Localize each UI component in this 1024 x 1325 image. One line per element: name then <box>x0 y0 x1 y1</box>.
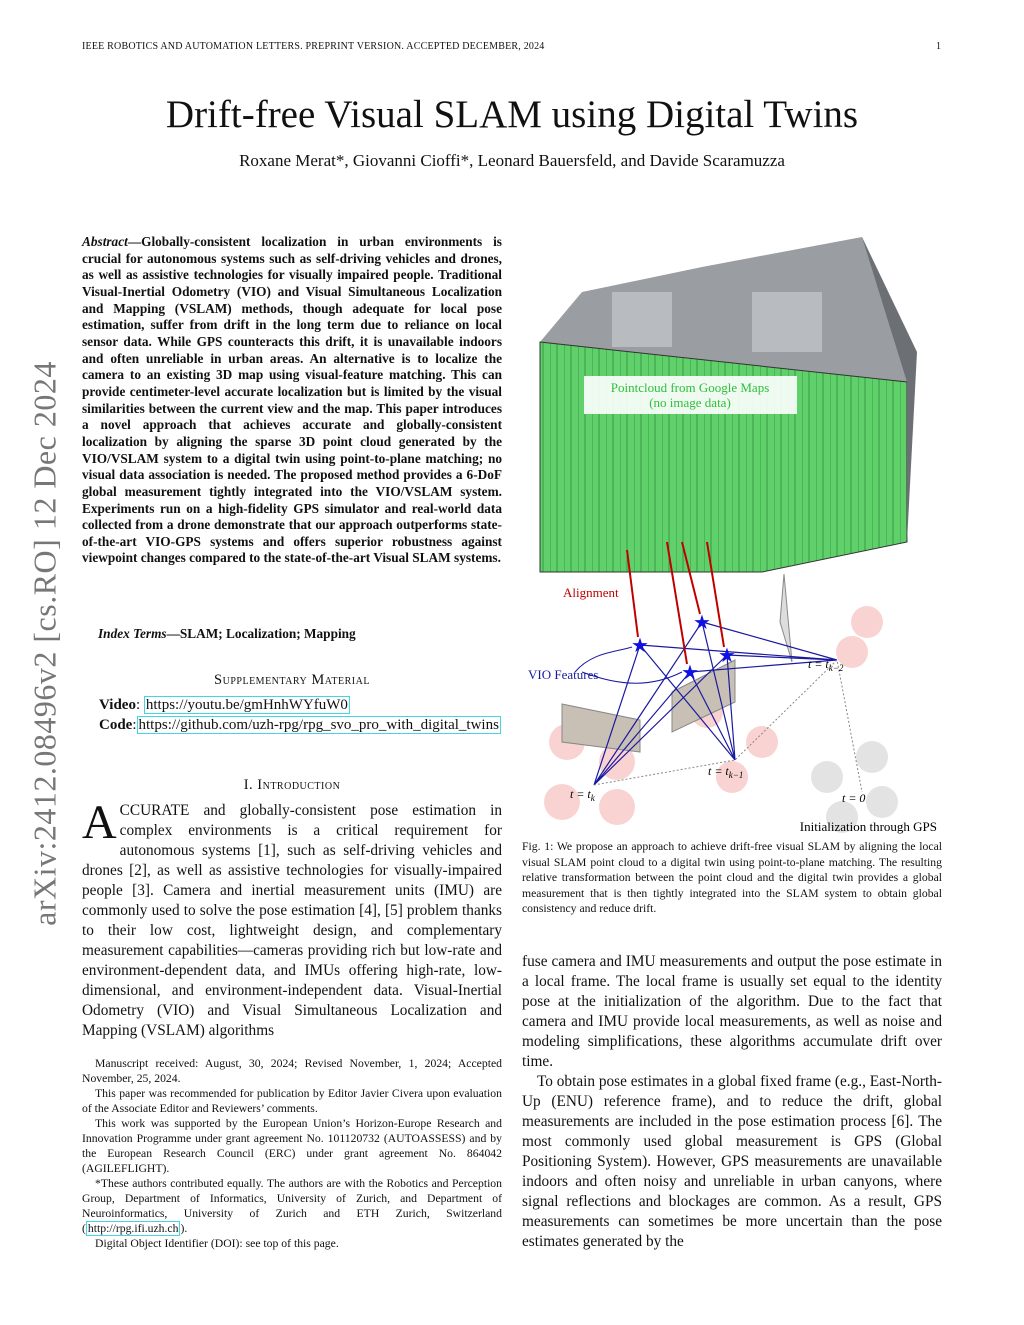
footnote: This work was supported by the European Union’s Horizon-Europe Research and Innovation Programme under grant agreement No. 101120732 (AUTOASSESS) and by the European Research Council (ERC) under grant agreement No. 864042 (AGILEFLIGHT). <box>82 1117 502 1175</box>
camera-image-tk2 <box>780 574 792 662</box>
paragraph: fuse camera and IMU measurements and output the pose estimate in a local frame. The local frame is usually set equal to the identity pose at the initialization of the algorithm. Due to the fact that camera and IMU provide local measurements, as well as noise and modeling simplifications, these algorithms accumulate drift over time. <box>522 953 942 1070</box>
index-terms-label: Index Terms <box>98 626 167 641</box>
footnote: This paper was recommended for publication by Editor Javier Civera upon evaluation of the Associate Editor and Reviewers’ comments. <box>82 1087 502 1115</box>
index-terms <box>98 626 502 642</box>
intro-heading: I. Introduction <box>243 777 341 793</box>
label-t-k-2: $t = t_{k-2}$ <box>808 657 844 673</box>
intro-body: CCURATE and globally-consistent pose estimation in complex environments is a critical requirement for autonomous systems [1], such as self-driving vehicles and drones [2], as well as assistive technologies for visually-impaired people [3]. Camera and inertial measurement units (IMU) are commonly used to solve the pose estimation [4], [5] problem thanks to their low cost, lightweight design, and complementary measurement capabilities—cameras providing rich but low-rate and environment-dependent data, and IMUs offering high-rate, low-dimensional, and environment-independent data. Visual-Inertial Odometry (VIO) and Visual Simultaneous Localization and Mapping (VSLAM) algorithms <box>82 802 502 1039</box>
figure-caption: Fig. 1: We propose an approach to achieve drift-free visual SLAM by aligning the local visual SLAM point cloud to a digital twin using point-to-plane matching. The resulting relative transformation between the point cloud and the digital twin provides a global measurement that is then tightly integrated into the SLAM system to obtain global consistency and reduce drift. <box>522 840 942 915</box>
abstract <box>82 234 502 567</box>
footnote: *These authors contributed equally. The authors are with the Robotics and Perception Group, Department of Informatics, University of Zurich, and Department of Neuroinformatics, University of Zurich and ETH Zurich, Switzerland ( http://rpg.ifi.uzh.ch ). <box>82 1177 502 1235</box>
figure-1 <box>522 232 942 837</box>
right-column-text <box>522 952 942 1252</box>
svg-text:★: ★ <box>681 662 699 684</box>
footnotes <box>82 1056 502 1251</box>
intro-text <box>82 796 502 1041</box>
index-terms-text: —SLAM; Localization; Mapping <box>166 626 356 641</box>
page-number: 1 <box>936 41 941 52</box>
gps-init-label: Initialization through GPS <box>799 819 937 834</box>
video-label: Video <box>99 697 136 713</box>
dropcap: A <box>82 796 117 849</box>
supplementary-links: Video: https://youtu.be/gmHnhWYfuW0 Code: https://github.com/uzh-rpg/rpg_svo_pro_with_digital_twins <box>99 697 499 733</box>
paragraph: To obtain pose estimates in a global fixed frame (e.g., East-North-Up (ENU) reference frame), and to reduce the drift, global measurements are included in the pose estimation process [6]. The most commonly used global measurement is GPS (Global Positioning System). However, GPS measurements are unavailable indoors and often noisy and unreliable in urban canyons, where signal reflections and blockages are common. As a result, GPS measurements can sometimes be more uncertain than the pose estimates generated by the <box>522 1073 942 1250</box>
alignment-label: Alignment <box>563 585 619 600</box>
code-label: Code <box>99 717 133 733</box>
footnote: Digital Object Identifier (DOI): see top of this page. <box>95 1237 339 1250</box>
authors: Roxane Merat*, Giovanni Cioffi*, Leonard Bauersfeld, and Davide Scaramuzza <box>239 151 785 170</box>
rpg-link[interactable]: http://rpg.ifi.uzh.ch <box>87 1222 179 1235</box>
paper-title: Drift-free Visual SLAM using Digital Twins <box>165 93 859 136</box>
label-t-k: $t = t_k$ <box>570 787 595 803</box>
pointcloud-label: Pointcloud from Google Maps <box>610 380 770 395</box>
running-head: IEEE ROBOTICS AND AUTOMATION LETTERS. PREPRINT VERSION. ACCEPTED DECEMBER, 2024 <box>82 41 545 52</box>
abstract-text: —Globally-consistent localization in urban environments is crucial for autonomous systems such as self-driving vehicles and drones, as well as assistive technologies for visually impaired people. Traditional Visual-Inertial Odometry (VIO) and Visual Simultaneous Localization and Mapping (VSLAM) methods, though adequate for local pose estimation, suffer from drift in the long term due to reliance on local sensor data. While GPS counteracts this drift, it is unavailable indoors and often unreliable in urban areas. An alternative is to localize the camera to an existing 3D map using visual-feature matching. This can provide centimeter-level accurate localization but is limited by the visual similarities between the current view and the map. This paper introduces a novel approach that achieves accurate and globally-consistent localization by aligning the sparse 3D point cloud generated by the VIO/VSLAM system to a digital twin using point-to-plane matching; no visual data association is needed. The proposed method provides a 6-DoF global measurement tightly integrated into the VIO/VSLAM system. Experiments run on a high-fidelity GPS simulator and real-world data collected from a drone demonstrate that our approach outperforms state-of-the-art VIO-GPS systems and offers superior robustness against viewpoint changes compared to the state-of-the-art Visual SLAM systems. <box>82 234 502 566</box>
supplementary-heading: Supplementary Material <box>214 672 370 688</box>
pointcloud-sublabel: (no image data) <box>649 395 731 410</box>
svg-text:★: ★ <box>631 635 649 657</box>
video-link[interactable]: https://youtu.be/gmHnhWYfuW0 <box>145 697 348 713</box>
abstract-label: Abstract <box>82 234 128 249</box>
footnote: Manuscript received: August, 30, 2024; Revised November, 1, 2024; Accepted November, 25, 2024. <box>82 1057 502 1085</box>
footnote-text: *These authors contributed equally. The authors are with the Robotics and Perception Group, Department of Informatics, University of Zurich, and Department of Neuroinformatics, University of Zurich and ETH Zurich, Switzerland ( <box>82 1177 502 1235</box>
label-t-0: t = 0 <box>842 791 866 805</box>
roof-structure <box>752 292 822 352</box>
label-t-k-1: $t = t_{k-1}$ <box>708 764 744 780</box>
svg-text:★: ★ <box>693 612 711 634</box>
roof-structure <box>612 292 672 347</box>
svg-text:★: ★ <box>718 645 736 667</box>
code-link[interactable]: https://github.com/uzh-rpg/rpg_svo_pro_with_digital_twins <box>138 717 499 733</box>
arxiv-identifier: arXiv:2412.08496v2 [cs.RO] 12 Dec 2024 <box>26 361 63 926</box>
vio-features-label: VIO Features <box>528 667 599 682</box>
